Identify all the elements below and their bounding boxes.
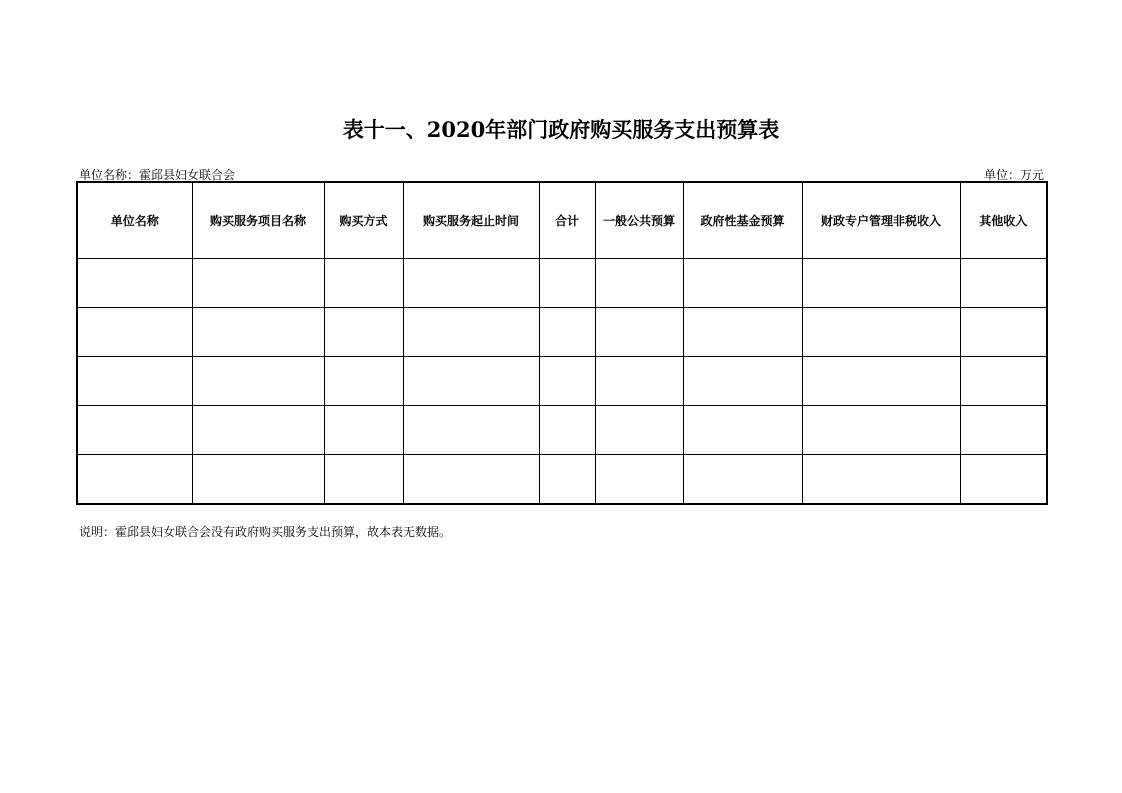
table-cell	[324, 357, 403, 406]
table-cell	[77, 455, 192, 505]
table-header-row	[77, 182, 1047, 259]
table-cell	[683, 259, 802, 308]
table-cell	[595, 259, 683, 308]
table-cell	[802, 308, 960, 357]
header-special-account-nontax: 财政专户管理非税收入	[802, 182, 960, 259]
table-cell	[960, 357, 1047, 406]
table-cell	[77, 259, 192, 308]
table-cell	[683, 357, 802, 406]
table-cell	[403, 406, 539, 455]
unit-label: 单位：万元	[983, 168, 1044, 182]
table-cell	[802, 259, 960, 308]
header-general-public-budget: 一般公共预算	[595, 182, 683, 259]
table-cell	[539, 455, 595, 505]
table-cell	[324, 308, 403, 357]
header-purchase-method: 购买方式	[324, 182, 403, 259]
table-cell	[802, 406, 960, 455]
table-cell	[683, 455, 802, 505]
table-cell	[192, 308, 324, 357]
table-cell	[802, 357, 960, 406]
table-cell	[960, 259, 1047, 308]
header-service-period: 购买服务起止时间	[403, 182, 539, 259]
table-cell	[77, 406, 192, 455]
header-government-fund-budget: 政府性基金预算	[683, 182, 802, 259]
table-cell	[539, 259, 595, 308]
table-cell	[595, 357, 683, 406]
table-cell	[595, 308, 683, 357]
table-cell	[683, 406, 802, 455]
table-row	[77, 357, 1047, 406]
table-cell	[403, 259, 539, 308]
table-cell	[77, 357, 192, 406]
table-cell	[539, 406, 595, 455]
table-row	[77, 259, 1047, 308]
header-other-income: 其他收入	[960, 182, 1047, 259]
table-cell	[403, 455, 539, 505]
table-cell	[595, 406, 683, 455]
table-cell	[77, 308, 192, 357]
table-row	[77, 406, 1047, 455]
header-unit-name: 单位名称	[77, 182, 192, 259]
table-cell	[683, 308, 802, 357]
table-cell	[324, 455, 403, 505]
table-cell	[403, 308, 539, 357]
table-cell	[324, 406, 403, 455]
table-cell	[192, 259, 324, 308]
table-note: 说明：霍邱县妇女联合会没有政府购买服务支出预算，故本表无数据。	[79, 525, 452, 539]
table-cell	[192, 455, 324, 505]
table-cell	[960, 455, 1047, 505]
unit-name-label: 单位名称：霍邱县妇女联合会	[79, 168, 236, 182]
header-total: 合计	[539, 182, 595, 259]
budget-table	[76, 181, 1048, 505]
table-cell	[539, 308, 595, 357]
table-cell	[960, 406, 1047, 455]
table-cell	[192, 406, 324, 455]
table-row	[77, 455, 1047, 505]
table-cell	[539, 357, 595, 406]
table-cell	[324, 259, 403, 308]
table-cell	[802, 455, 960, 505]
table-cell	[192, 357, 324, 406]
table-cell	[960, 308, 1047, 357]
table-cell	[595, 455, 683, 505]
header-service-project-name: 购买服务项目名称	[192, 182, 324, 259]
table-cell	[403, 357, 539, 406]
page-title: 表十一、2020年部门政府购买服务支出预算表	[342, 117, 780, 142]
table-row	[77, 308, 1047, 357]
